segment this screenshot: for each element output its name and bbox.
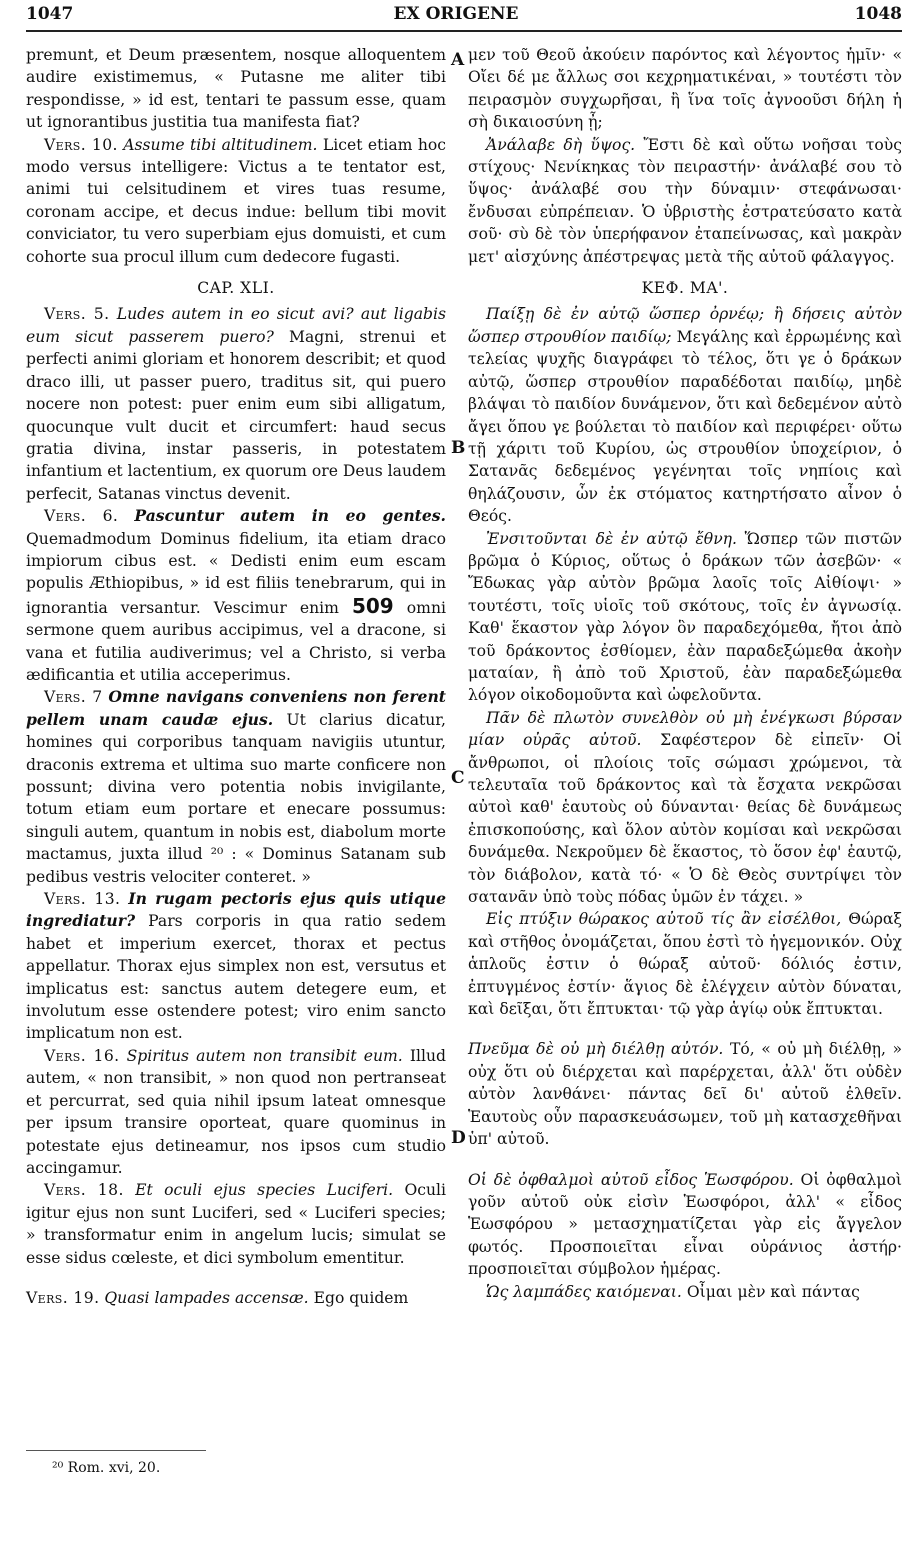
migne-page-number: 509 <box>351 593 394 618</box>
page-number-left: 1047 <box>26 4 74 24</box>
spacer <box>468 1020 902 1038</box>
latin-column <box>26 44 446 1309</box>
latin-verse-6: Vers. 6. Pascuntur autem in eo gentes. Quemadmodum Dominus fidelium, ita etiam draco impiorum cibus est. « Dedisti enim eum escam populis Æthiopibus, » id est filiis tenebrarum, qui in ignorantia versantur. Vescimur enim 509 omni sermone quem auribus accipimus, vel a dracone, si vana et futilia audiverimus; vel a Christo, si verba ædificantia et utilia acceperimus. <box>26 506 446 684</box>
greek-verse-7: Πᾶν δὲ πλωτὸν συνελθὸν οὐ μὴ ἐνέγκωσι βύρσαν μίαν οὐρᾶς αὐτοῦ. Σαφέστερον δὲ εἰπεῖν· Οἱ ἄνθρωποι, οἱ πλοίοις τοῖς σώμασι χρώμενοι, τὰ τελευταῖα τοῦ δράκοντος καὶ τὰ ἔσχατα νεκρῶσαι αὐτοὶ καθ' ἑαυτοὺς οὐ δύνανται· θείας δὲ δυνάμεως ἐπισκοπούσης, καὶ ὅλον αὐτὸν κομίσαι καὶ νεκρῶσαι δυνάμεθα. Νεκροῦμεν δὲ ἕκαστος, τὸ ὅσον ἐφ' ἑαυτῷ, τὸν διάβολον, κατὰ τό· « Ὁ δὲ Θεὸς συντρίψει τὸν σατανᾶν ὑπὸ τοὺς πόδας ὑμῶν ἐν τάχει. » <box>468 708 903 907</box>
greek-column <box>468 44 902 1303</box>
greek-verse-13: Εἰς πτύξιν θώρακος αὐτοῦ τίς ἂν εἰσέλθοι, Θώραξ καὶ στῆθος ὀνομάζεται, ὅπου ἐστὶ τὸ ἡγεμονικόν. Οὐχ ἁπλοῦς ἐστιν ὁ θώραξ αὐτοῦ· δόλιός ἐστιν, ἐπτυγμένος ἐστίν· ἅγιος δὲ ἐλέγχειν αὐτὸν δύναται, καὶ δεῖξαι, ὅτι ἔπτυκται· τῷ γὰρ ἁγίῳ οὐκ ἔπτυκται. <box>468 910 902 1019</box>
latin-paragraph: premunt, et Deum præsentem, nosque alloquentem audire existimemus, « Putasne me aliter tibi respondisse, » id est, tentari te passum esse, quam ut ignorantibus justitia tua manifesta fiat? <box>26 46 446 132</box>
latin-chapter-heading: CAP. XLI. <box>197 279 275 298</box>
spacer <box>26 1269 446 1287</box>
margin-marker-a: A <box>451 50 465 70</box>
latin-verse-7: Vers. 7 Omne navigans conveniens non ferent pellem unam caudæ ejus. Ut clarius dicatur, homines qui corporibus tanquam navigiis utuntur, draconis extrema et ultima suo marte conficere non possunt; divina vero potentia nobis invigilante, totum etiam eum portare et enecare possumus: singuli autem, quantum in nobis est, diabolum morte mactamus, juxta illud ²⁰ : « Dominus Satanam sub pedibus vestris velociter conteret. » <box>26 687 446 886</box>
greek-verse-10: Ἀνάλαβε δὴ ὕψος. Ἔστι δὲ καὶ οὕτω νοῆσαι τοὺς στίχους· Νενίκηκας τὸν πειραστήν· ἀνάλαβέ σου τὸ ὕψος· ἀνάλαβέ σου τὴν δύναμιν· στεφάνωσαι· ἔνδυσαι εὐπρέπειαν. Ὁ ὑβριστὴς ἐστρατεύσατο κατὰ σοῦ· σὺ δὲ τὸν ὑπερήφανον ἐταπείνωσας, καὶ μακρὰν μετ' αἰσχύνης ἀπέστρεψας μετὰ τῆς αὐτοῦ φάλαγγος. <box>468 135 902 266</box>
greek-chapter-heading: ΚΕΦ. ΜΑ'. <box>641 279 729 298</box>
greek-verse-19: Ὡς λαμπάδες καιόμεναι. Οἶμαι μὲν καὶ πάντας <box>486 1282 860 1301</box>
latin-verse-16: Vers. 16. Spiritus autem non transibit eum. Illud autem, « non transibit, » non quod non pertranseat et percurrat, sed quia nihil ipsum lateat omnesque per ipsum transire oporteat, quare quominus in potestate ejus detineamur, nos ipsos cum studio accingamur. <box>26 1046 446 1177</box>
greek-paragraph: μεν τοῦ Θεοῦ ἀκούειν παρόντος καὶ λέγοντος ἡμῖν· « Οἴει δέ με ἄλλως σοι κεχρηματικέναι, » τουτέστι τὸν πειρασμὸν συγχωρῆσαι, ἢ ἵνα τοῖς ἀγνοοῦσι δήλη ἡ σὴ δικαιοσύνη ᾖ; <box>468 46 902 132</box>
latin-verse-10: Vers. 10. Assume tibi altitudinem. Licet etiam hoc modo versus intelligere: Victus a te tentator est, animi tui celsitudinem et vires tuas resume, coronam accipe, et decus indue: bellum tibi movit conviciator, tu vero superbiam ejus domuisti, et cum cohorte sua procul illum cum dedecore fugasti. <box>26 135 447 266</box>
latin-verse-13: Vers. 13. In rugam pectoris ejus quis utique ingrediatur? Pars corporis in qua ratio sedem habet et imperium exercet, thorax et pectus appellatur. Thorax ejus simplex non est, versutus et implicatus est: sanctus autem detegere eum, et involutum esse ostendere potest; viro enim sancto implicatum non est. <box>26 889 446 1043</box>
footnote-rule <box>26 1450 206 1451</box>
running-title: EX ORIGENE <box>393 4 519 24</box>
greek-verse-16: Πνεῦμα δὲ οὐ μὴ διέλθῃ αὐτόν. Τό, « οὐ μὴ διέλθῃ, » οὐχ ὅτι οὐ διέρχεται καὶ παρέρχεται, ἀλλ' ὅτι οὐδὲν αὐτὸν λανθάνει· πάντας δεῖ δι' αὐτοῦ ἐλθεῖν. Ἑαυτοὺς οὖν παρασκευάσωμεν, τοῦ μὴ κατασχεθῆναι ὑπ' αὐτοῦ. <box>468 1040 903 1149</box>
margin-marker-b: B <box>451 438 466 458</box>
margin-marker-d: D <box>451 1128 466 1148</box>
latin-verse-18: Vers. 18. Et oculi ejus species Luciferi. Oculi igitur ejus non sunt Luciferi, sed « Luciferi species; » transformatur enim in angelum lucis; simulat se esse sidus cœleste, et dici symbolum ementitur. <box>26 1181 446 1267</box>
header-rule <box>26 30 902 32</box>
latin-verse-19: Vers. 19. Quasi lampades accensæ. Ego quidem <box>26 1288 409 1307</box>
greek-verse-5: Παίξῃ δὲ ἐν αὐτῷ ὥσπερ ὀρνέῳ; ἢ δήσεις αὐτὸν ὥσπερ στρουθίον παιδίῳ; Μεγάλης καὶ ἐρρωμένης καὶ τελείας ψυχῆς διαγράφει τὸ τέλος, ὅτι γε ὁ δράκων αὐτῷ, ὥσπερ στρουθίον παραδέδοται παιδίῳ, μηδὲ βλάψαι τὸ παιδίον δυνάμενον, ὅτι καὶ δεδεμένον αὐτὸ ἄγει ὅπου γε βούλεται τὸ παιδίον καὶ περιφέρει· οὕτω τῇ χάριτι τοῦ Κυρίου, ὡς στρουθίον ὑποχείριον, ὁ Σατανᾶς δεδεμένος γεγένηται τοῖς νηπίοις καὶ θηλάζουσιν, ὧν ἐκ στόματος κατηρτήσατο αἶνον ὁ Θεός. <box>468 305 902 526</box>
spacer <box>468 1151 902 1169</box>
margin-marker-c: C <box>451 768 465 788</box>
latin-verse-5: Vers. 5. Ludes autem in eo sicut avi? aut ligabis eum sicut passerem puero? Magni, strenui et perfecti animi gloriam et honorem describit; et quod draco illi, ut passer puero, traditus sit, qui puero nocere non potest: puer enim eum sibi alligatum, quocunque vult ducit et circumfert: haud secus gratia divina, instar passeris, in potestatem infantium et lactentium, ex quorum ore Deus laudem perfecit, Satanas vinctus devenit. <box>26 305 446 503</box>
greek-verse-18: Οἱ δὲ ὀφθαλμοὶ αὐτοῦ εἶδος Ἑωσφόρου. Οἱ ὀφθαλμοὶ γοῦν αὐτοῦ οὐκ εἰσὶν Ἑωσφόροι, ἀλλ' « εἶδος Ἑωσφόρου » μετασχηματίζεται γὰρ εἰς ἄγγελον φωτός. Προσποιεῖται εἶναι οὐράνιος ἀστήρ· προσποιεῖται σύμβολον ἡμέρας. <box>468 1170 902 1279</box>
page-number-right: 1048 <box>854 4 902 24</box>
footnote: ²⁰ Rom. xvi, 20. <box>52 1460 161 1476</box>
greek-verse-6: Ἐνσιτοῦνται δὲ ἐν αὐτῷ ἔθνη. Ὥσπερ τῶν πιστῶν βρῶμα ὁ Κύριος, οὕτως ὁ δράκων τῶν ἀσεβῶν· « Ἔδωκας γὰρ αὐτὸν βρῶμα λαοῖς τοῖς Αἰθίοψι· » τουτέστι, τοῖς υἱοῖς τοῦ σκότους, τοῖς ἐν ἀγνωσίᾳ. Καθ' ἕκαστον γὰρ λόγον ὃν παραδεχόμεθα, ἤτοι ἀπὸ τοῦ δράκοντος ἐσθίομεν, ἐὰν παραδεξώμεθα ἀκοὴν ματαίαν, ἢ ἀπὸ τοῦ Χριστοῦ, ἐὰν παραδεξώμεθα λόγον οἰκοδομοῦντα καὶ ὠφελοῦντα. <box>468 529 903 705</box>
